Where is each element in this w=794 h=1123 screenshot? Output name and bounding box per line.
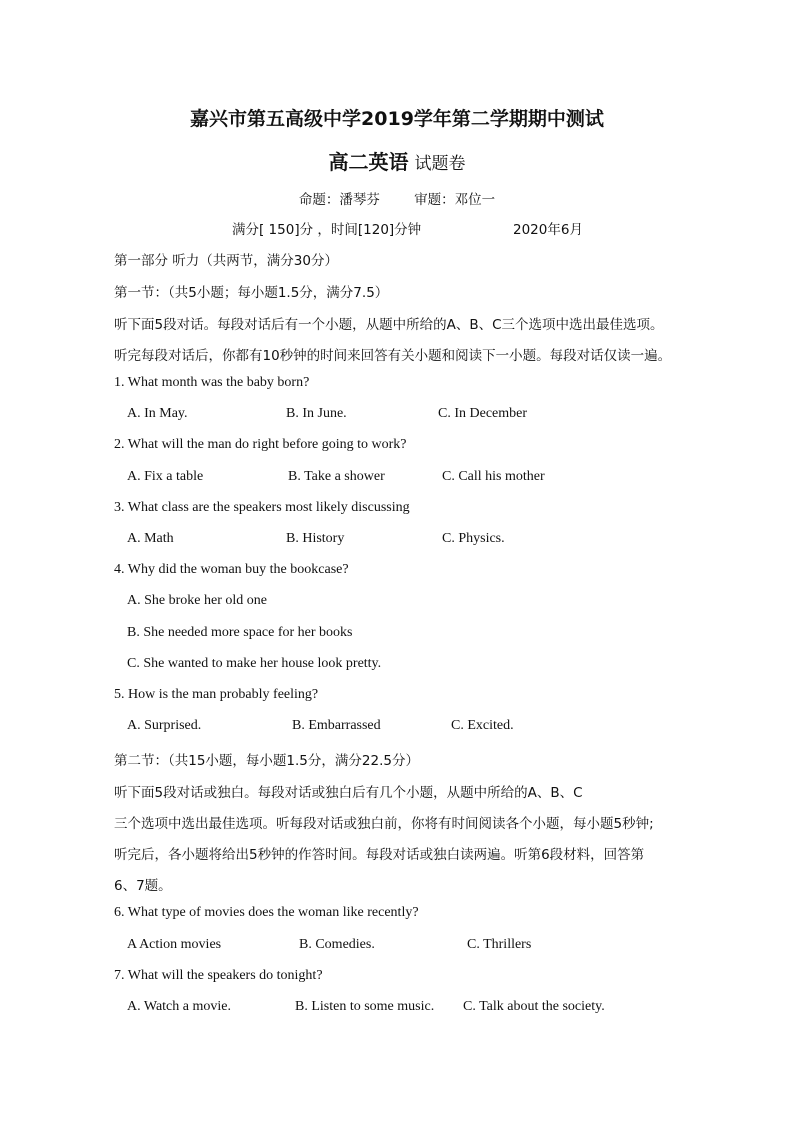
q6-option-c: C. Thrillers xyxy=(467,937,532,952)
question-3: 3. What class are the speakers most likely discussing xyxy=(114,500,410,515)
exam-subtitle xyxy=(0,146,794,175)
section1-instruction-1: 听下面5段对话。每段对话后有一个小题，从题中所给的A、B、C三个选项中选出最佳选项。 xyxy=(114,317,664,333)
question-2: 2. What will the man do right before going to work? xyxy=(114,437,407,452)
q6-option-b: B. Comedies. xyxy=(299,937,375,952)
exam-date: 2020年6月 xyxy=(513,222,583,238)
q7-option-a: A. Watch a movie. xyxy=(127,999,231,1014)
q5-option-b: B. Embarrassed xyxy=(292,718,381,733)
q4-option-c: C. She wanted to make her house look pretty. xyxy=(127,656,382,671)
q7-option-b: B. Listen to some music. xyxy=(295,999,435,1014)
q4-option-a: A. She broke her old one xyxy=(127,593,267,608)
q2-option-b: B. Take a shower xyxy=(288,469,385,484)
score-time-line: 满分[ 150]分 ，时间[120]分钟 xyxy=(232,222,422,238)
question-4: 4. Why did the woman buy the bookcase? xyxy=(114,562,349,577)
q5-option-a: A. Surprised. xyxy=(127,718,202,733)
q7-option-c: C. Talk about the society. xyxy=(463,999,605,1014)
q4-option-b: B. She needed more space for her books xyxy=(127,625,353,640)
question-1: 1. What month was the baby born? xyxy=(114,375,310,390)
q1-option-b: B. In June. xyxy=(286,406,347,421)
section1-instruction-2: 听完每段对话后，你都有10秒钟的时间来回答有关小题和阅读下一小题。每段对话仅读一遍。 xyxy=(114,348,672,364)
authors-line: 命题：潘琴芬 审题：邓位一 xyxy=(298,192,496,208)
paper-type: 试题卷 xyxy=(414,154,466,174)
q2-option-c: C. Call his mother xyxy=(442,469,545,484)
part1-heading: 第一部分 听力（共两节，满分30分） xyxy=(114,253,338,269)
section2-instruction-3: 听完后，各小题将给出5秒钟的作答时间。每段对话或独白读两遍。听第6段材料，回答第 xyxy=(114,847,645,863)
question-5: 5. How is the man probably feeling? xyxy=(114,687,319,702)
section2-instruction-2: 三个选项中选出最佳选项。听每段对话或独白前，你将有时间阅读各个小题，每小题5秒钟; xyxy=(114,816,654,832)
q6-option-a: A Action movies xyxy=(127,937,222,952)
q3-option-b: B. History xyxy=(286,531,345,546)
question-6: 6. What type of movies does the woman like recently? xyxy=(114,905,419,920)
question-7: 7. What will the speakers do tonight? xyxy=(114,968,323,983)
section2-instruction-4: 6、7题。 xyxy=(114,878,172,894)
q5-option-c: C. Excited. xyxy=(451,718,514,733)
section2-instruction-1: 听下面5段对话或独白。每段对话或独白后有几个小题，从题中所给的A、B、C xyxy=(114,785,583,801)
q1-option-c: C. In December xyxy=(438,406,528,421)
section1-heading: 第一节：（共5小题；每小题1.5分，满分7.5） xyxy=(114,285,389,301)
exam-title: 嘉兴市第五高级中学2019学年第二学期期中测试 xyxy=(190,108,604,130)
q1-option-a: A. In May. xyxy=(127,406,188,421)
section2-heading: 第二节：（共15小题，每小题1.5分，满分22.5分） xyxy=(114,753,419,769)
q3-option-a: A. Math xyxy=(127,531,174,546)
subject-name: 高二英语 xyxy=(328,150,409,174)
q2-option-a: A. Fix a table xyxy=(127,469,204,484)
q3-option-c: C. Physics. xyxy=(442,531,505,546)
